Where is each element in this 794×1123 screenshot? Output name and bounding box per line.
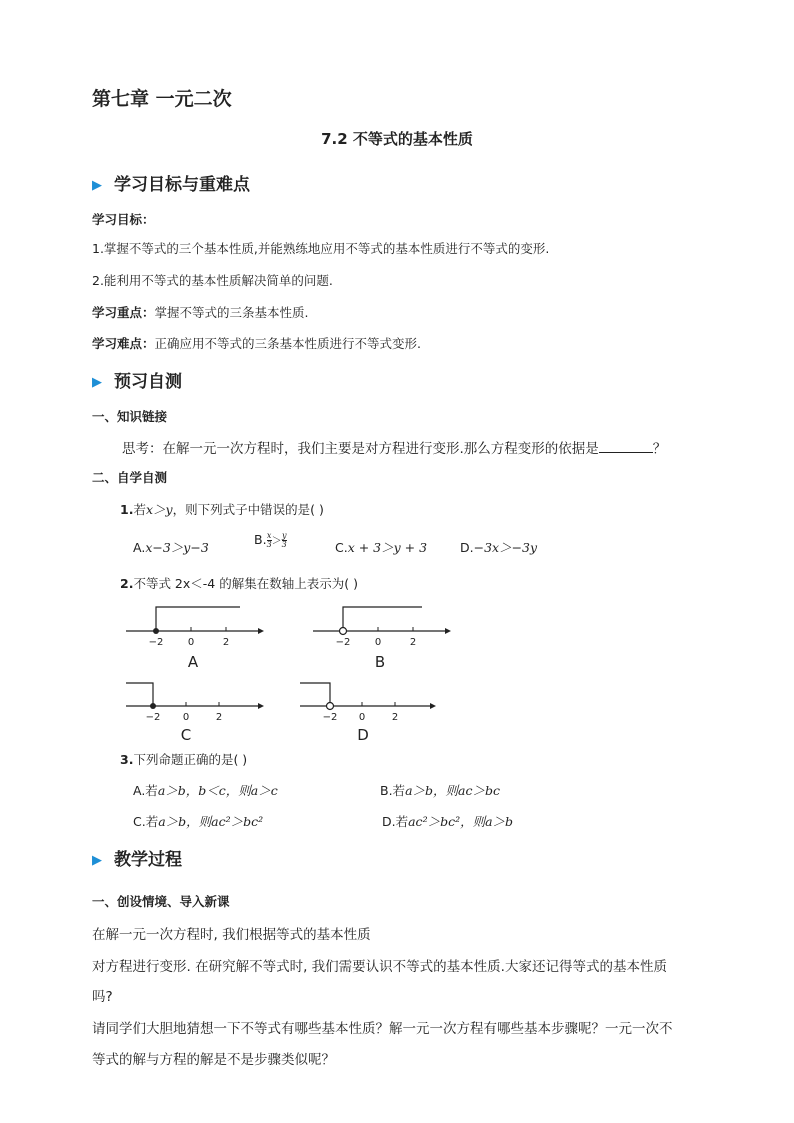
lesson-title: 7.2 不等式的基本性质	[321, 130, 473, 148]
tick-label-b-0: 0	[374, 637, 382, 648]
section-goals-heading-text: 学习目标与重难点	[114, 175, 250, 195]
number-line-a-ray	[156, 607, 240, 631]
think-end: ？	[652, 441, 667, 457]
tick-label-d-2: 2	[391, 712, 399, 723]
q1-c-label: C.	[335, 540, 348, 555]
tick-label-b-neg2: −2	[335, 637, 351, 648]
process-paragraph-1: 在解一元一次方程时, 我们根据等式的基本性质	[92, 927, 371, 943]
q3-d-label: D.若	[382, 814, 409, 829]
q2-num: 2.	[120, 576, 134, 591]
q1-b-num1: x	[266, 531, 272, 540]
number-line-d-arrow	[430, 703, 436, 709]
q3-option-b	[380, 781, 500, 799]
number-line-c-ray	[126, 683, 153, 706]
figure-label-a: A	[187, 653, 199, 671]
tick-label-c-0: 0	[182, 712, 190, 723]
think-text: 思考：在解一元一次方程时，我们主要是对方程进行变形.那么方程变形的依据是	[122, 441, 599, 457]
tick-label-d-0: 0	[358, 712, 366, 723]
process-paragraph-4: 请同学们大胆地猜想一下不等式有哪些基本性质？解一元一次方程有哪些基本步骤呢？一元一次不	[92, 1021, 673, 1037]
key-label: 学习重点：	[92, 305, 155, 320]
figure-label-b: B	[374, 653, 386, 671]
process-paragraph-3: 吗?	[92, 989, 113, 1005]
q3-d-expr: ac²＞bc²，则a＞b	[408, 814, 514, 829]
goal-1: 1.掌握不等式的三个基本性质,并能熟练地应用不等式的基本性质进行不等式的变形.	[92, 241, 550, 256]
figure-label-d: D	[357, 726, 369, 744]
tick-label-a-2: 2	[222, 637, 230, 648]
section-process-heading-text: 教学过程	[114, 850, 182, 870]
key-text: 掌握不等式的三条基本性质.	[154, 305, 309, 320]
q3-stem: 下列命题正确的是( )	[133, 752, 248, 767]
q1-stem-expr: x＞y	[145, 502, 173, 517]
q1-num: 1.	[120, 502, 134, 517]
number-line-b-arrow	[445, 628, 451, 634]
section-preview-heading-text: 预习自测	[114, 372, 182, 392]
tick-label-a-neg2: −2	[148, 637, 164, 648]
q1-stem-post: ，则下列式子中错误的是( )	[172, 502, 324, 517]
q3-option-d	[382, 812, 513, 830]
q1-a-expr: x−3＞y−3	[145, 540, 209, 555]
triangle-right-icon: ▶	[92, 375, 102, 390]
q1-b-label: B.	[254, 532, 267, 547]
self-test-label: 二、自学自测	[92, 470, 168, 485]
knowledge-link-label: 一、知识链接	[92, 409, 168, 424]
q1-a-label: A.	[133, 540, 146, 555]
goal-2: 2.能利用不等式的基本性质解决简单的问题.	[92, 273, 333, 288]
q1-b-den1: 3	[266, 540, 272, 549]
process-paragraph-5: 等式的解与方程的解是不是步骤类似呢？	[92, 1052, 335, 1068]
number-line-b-open-point	[340, 628, 347, 635]
number-line-c-arrow	[258, 703, 264, 709]
number-line-a-arrow	[258, 628, 264, 634]
q1-d-expr: −3x＞−3y	[473, 540, 538, 555]
triangle-right-icon: ▶	[92, 853, 102, 868]
q1-b-den2: 3	[281, 540, 287, 549]
number-line-d-ray	[300, 683, 330, 702]
number-line-b-ray	[343, 607, 422, 627]
question-3	[120, 750, 247, 768]
q1-stem-pre: 若	[133, 502, 146, 517]
tick-label-d-neg2: −2	[322, 712, 338, 723]
section-process-heading	[92, 845, 182, 870]
tick-label-a-0: 0	[187, 637, 195, 648]
q3-c-expr: a＞b，则ac²＞bc²	[158, 814, 264, 829]
q1-b-num2: y	[281, 531, 287, 540]
q2-stem: 不等式 2x＜-4 的解集在数轴上表示为( )	[133, 576, 358, 591]
tick-label-c-2: 2	[215, 712, 223, 723]
q3-b-expr: a＞b，则ac＞bc	[405, 783, 500, 798]
q1-b-gt: ＞	[271, 536, 282, 547]
q3-c-label: C.若	[133, 814, 159, 829]
tick-label-c-neg2: −2	[145, 712, 161, 723]
process-paragraph-2: 对方程进行变形. 在研究解不等式时, 我们需要认识不等式的基本性质.大家还记得等式的基本性质	[92, 959, 667, 975]
intro-label: 一、创设情境、导入新课	[92, 894, 230, 909]
figure-label-c: C	[180, 726, 192, 744]
number-line-a-solid-point	[153, 628, 159, 634]
q3-option-c	[133, 812, 263, 830]
q3-a-expr: a＞b，b＜c，则a＞c	[157, 783, 278, 798]
number-line-c-solid-point	[150, 703, 156, 709]
hard-text: 正确应用不等式的三条基本性质进行不等式变形.	[154, 336, 421, 351]
chapter-title: 第七章 一元二次	[92, 88, 232, 110]
q1-d-label: D.	[460, 540, 474, 555]
q3-num: 3.	[120, 752, 134, 767]
tick-label-b-2: 2	[409, 637, 417, 648]
q3-b-label: B.若	[380, 783, 406, 798]
goal-label: 学习目标：	[92, 212, 155, 227]
triangle-right-icon: ▶	[92, 178, 102, 193]
number-line-d-open-point	[327, 703, 334, 710]
q3-a-label: A.若	[133, 783, 158, 798]
hard-label: 学习难点：	[92, 336, 155, 351]
q3-option-a	[133, 781, 278, 799]
q1-c-expr: x + 3＞y + 3	[347, 540, 428, 555]
